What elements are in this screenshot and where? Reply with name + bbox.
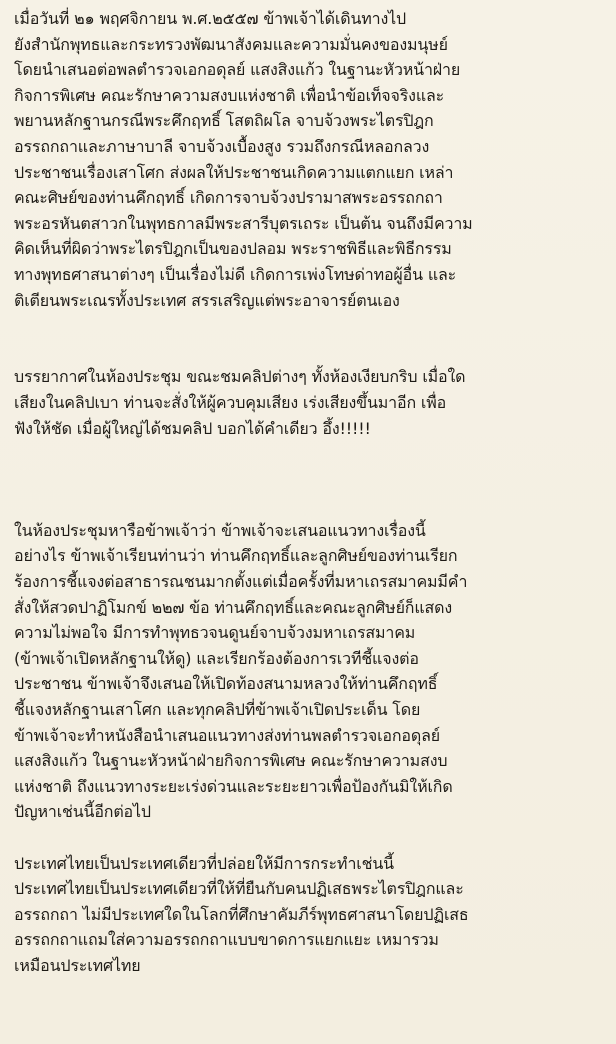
paragraph-meeting-atmosphere bbox=[14, 364, 608, 441]
text-line: เหมือนประเทศไทย bbox=[14, 955, 141, 975]
text-line: ร้องการชี้แจงต่อสาธารณชนมากตั้งแต่เมื่อครั้งที่มหาเถรสมาคมมีคำ bbox=[14, 572, 468, 592]
text-line: ประชาชนเรื่องเสาโศก ส่งผลให้ประชาชนเกิดความแตกแยก เหล่า bbox=[14, 162, 454, 182]
text-line: ฟังให้ชัด เมื่อผู้ใหญ่ได้ชมคลิป บอกได้คำเดียว อึ้ง!!!!! bbox=[14, 418, 371, 438]
text-line: อรรถกถาและภาษาบาลี จาบจ้วงเบื้องสูง รวมถึงกรณีหลอกลวง bbox=[14, 136, 430, 156]
text-line: พยานหลักฐานกรณีพระคึกฤทธิ์ โสตถิผโล จาบจ้วงพระไตรปิฎก bbox=[14, 111, 434, 131]
text-line: ประเทศไทยเป็นประเทศเดียวที่ให้ที่ยืนกับคนปฏิเสธพระไตรปิฎกและ bbox=[14, 879, 464, 899]
text-line: ในห้องประชุมหารือข้าพเจ้าว่า ข้าพเจ้าจะเสนอแนวทางเรื่องนี้ bbox=[14, 520, 426, 540]
text-line: เสียงในคลิปเบา ท่านจะสั่งให้ผู้ควบคุมเสียง เร่งเสียงขึ้นมาอีก เพื่อ bbox=[14, 392, 447, 412]
text-line: ปัญหาเช่นนี้อีกต่อไป bbox=[14, 802, 151, 822]
text-line: ชี้แจงหลักฐานเสาโศก และทุกคลิปที่ข้าพเจ้าเปิดประเด็น โดย bbox=[14, 700, 421, 720]
paragraph-spacer bbox=[14, 492, 608, 518]
text-line: ประเทศไทยเป็นประเทศเดียวที่ปล่อยให้มีการกระทำเช่นนี้ bbox=[14, 853, 394, 873]
text-line: บรรยากาศในห้องประชุม ขณะชมคลิปต่างๆ ทั้งห้องเงียบกริบ เมื่อใด bbox=[14, 367, 466, 387]
paragraph-spacer bbox=[14, 441, 608, 492]
text-line: สั่งให้สวดปาฏิโมกข์ ๒๒๗ ข้อ ท่านคึกฤทธิ์และคณะลูกศิษย์ก็แสดง bbox=[14, 597, 453, 617]
text-line: ความไม่พอใจ มีการทำพุทธวจนดูนย์จาบจ้วงมหาเถรสมาคม bbox=[14, 623, 416, 643]
text-line: ทางพุทธศาสนาต่างๆ เป็นเรื่องไม่ดี เกิดการเพ่งโทษด่าทอผู้อื่น และ bbox=[14, 264, 457, 284]
text-line: ติเตียนพระเณรทั้งประเทศ สรรเสริญแต่พระอาจารย์ตนเอง bbox=[14, 290, 400, 310]
text-line: อรรถกถาแถมใส่ความอรรถกถาแบบขาดการแยกแยะ เหมารวม bbox=[14, 930, 439, 950]
text-line: อรรถกถา ไม่มีประเทศใดในโลกที่ศึกษาคัมภีร์พุทธศาสนาโดยปฏิเสธ bbox=[14, 904, 469, 924]
text-line: อย่างไร ข้าพเจ้าเรียนท่านว่า ท่านคึกฤทธิ์และลูกศิษย์ของท่านเรียก bbox=[14, 546, 458, 566]
text-line: กิจการพิเศษ คณะรักษาความสงบแห่งชาติ เพื่อนำข้อเท็จจริงและ bbox=[14, 85, 445, 105]
text-line: แห่งชาติ ถึงแนวทางระยะเร่งด่วนและระยะยาวเพื่อป้องกันมิให้เกิด bbox=[14, 776, 453, 796]
text-line: เมื่อวันที่ ๒๑ พฤศจิกายน พ.ศ.๒๕๕๗ ข้าพเจ้าได้เดินทางไป bbox=[14, 9, 407, 28]
paragraph-proposal bbox=[14, 518, 608, 825]
paragraph-conclusion bbox=[14, 851, 608, 979]
text-line: (ข้าพเจ้าเปิดหลักฐานให้ดู) และเรียกร้องต้องการเวทีชี้แจงต่อ bbox=[14, 648, 419, 668]
paragraph-spacer bbox=[14, 313, 608, 364]
text-line: แสงสิงแก้ว ในฐานะหัวหน้าฝ่ายกิจการพิเศษ คณะรักษาความสงบ bbox=[14, 751, 448, 771]
text-line: ข้าพเจ้าจะทำหนังสือนำเสนอแนวทางส่งท่านพลตำรวจเอกอดุลย์ bbox=[14, 725, 440, 745]
text-line: ประชาชน ข้าพเจ้าจึงเสนอให้เปิดท้องสนามหลวงให้ท่านคึกฤทธิ์ bbox=[14, 674, 438, 694]
paragraph-visit-report bbox=[14, 6, 608, 313]
text-line: คิดเห็นที่ผิดว่าพระไตรปิฎกเป็นของปลอม พระราชพิธีและพิธีกรรม bbox=[14, 239, 452, 259]
text-line: โดยนำเสนอต่อพลตำรวจเอกอดุลย์ แสงสิงแก้ว ในฐานะหัวหน้าฝ่าย bbox=[14, 60, 461, 80]
paragraph-spacer bbox=[14, 825, 608, 851]
text-line: ยังสำนักพุทธและกระทรวงพัฒนาสังคมและความมั่นคงของมนุษย์ bbox=[14, 34, 448, 54]
text-line: คณะศิษย์ของท่านคึกฤทธิ์ เกิดการจาบจ้วงปรามาสพระอรรถกถา bbox=[14, 188, 443, 208]
text-line: พระอรหันตสาวกในพุทธกาลมีพระสารีบุตรเถระ เป็นต้น จนถึงมีความ bbox=[14, 213, 473, 233]
